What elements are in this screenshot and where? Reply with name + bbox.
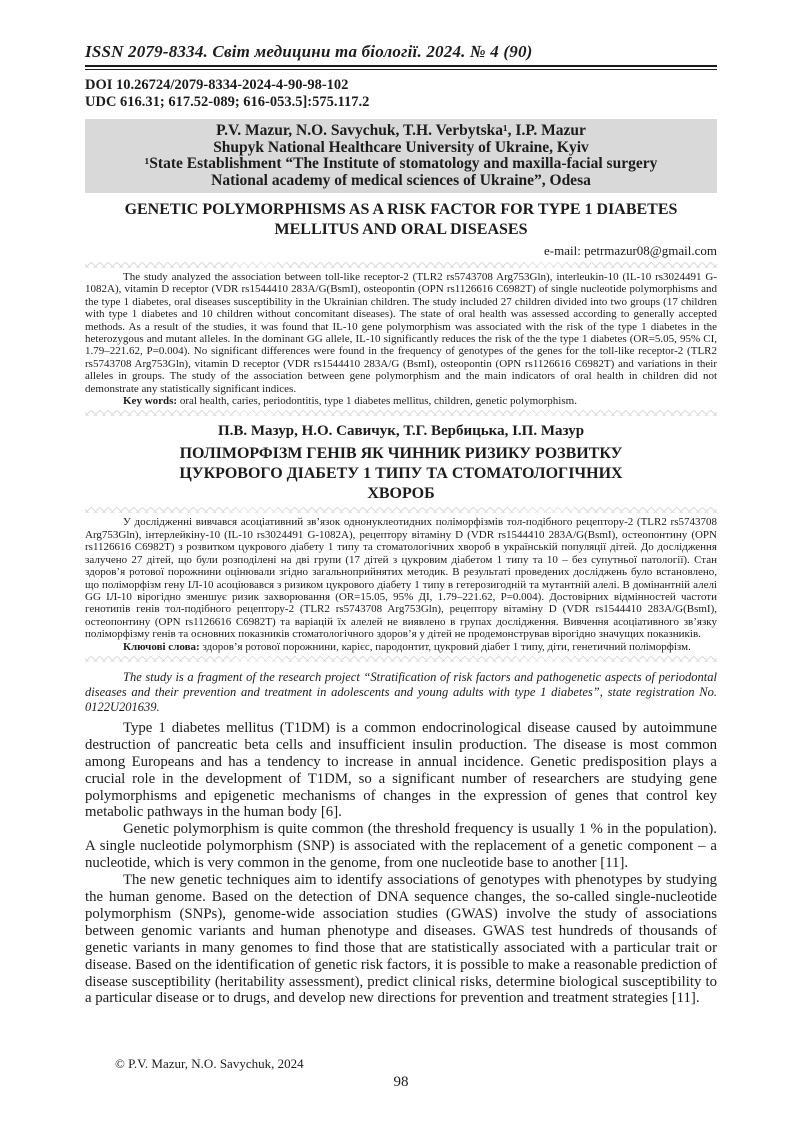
affiliation-line-1: Shupyk National Healthcare University of Ukraine, Kyiv bbox=[213, 138, 589, 156]
header-double-rule bbox=[85, 65, 717, 70]
zigzag-divider bbox=[85, 410, 717, 416]
udc-line: UDC 616.31; 617.52-089; 616-053.5]:575.117.2 bbox=[85, 94, 370, 110]
body-paragraph-2: Genetic polymorphism is quite common (the threshold frequency is usually 1 % in the population). A single nucleotide polymorphism (SNP) is associated with the replacement of a genetic component – a nucleotide, which is very common in the genome, from one nucleotide base to another [11]. bbox=[85, 821, 717, 872]
copyright-line: © P.V. Mazur, N.O. Savychuk, 2024 bbox=[115, 1056, 304, 1071]
article-title-en: GENETIC POLYMORPHISMS AS A RISK FACTOR FOR TYPE 1 DIABETES MELLITUS AND ORAL DISEASES bbox=[124, 201, 678, 238]
flex-spacer bbox=[85, 1007, 717, 1056]
article-identifiers bbox=[85, 77, 717, 111]
abstract-en: The study analyzed the association between toll-like receptor-2 (TLR2 rs5743708 Arg753Gln), interleukin-10 (IL-10 rs3024491 G-1082A), vitamin D receptor (VDR rs1544410 283A/G(BsmI), osteopontin (OPN rs1126616 C6982T) of single nucleotide polymorphisms and the type 1 diabetes, oral diseases susceptibility in the Ukrainian children. The study included 27 children divided into two groups (17 children with type 1 diabetes and 10 children without concomitant diseases). The state of oral health was assessed according to generally accepted methods. As a result of the studies, it was found that IL-10 gene polymorphism was associated with the risk of the type 1 diabetes in the heterozygous and mutant alleles. In the dominant GG allele, IL-10 significantly reduces the risk of the the type 1 diabetes (OR=5.05, 95% CI, 1.79–221.62, P=0.004). No significant differences were found in the frequency of genotypes of the genes for the toll-like receptor-2 (TLR2 rs5743708 Arg753Gln), vitamin D receptor (VDR rs1544410 283A/G (BsmI), osteopontin (OPN rs1126616 C6982T) and variations in their alleles in groups. The study of the association between gene polymorphism and the main indicators of oral health in children did not demonstrate any statistically significant indices. bbox=[85, 271, 717, 395]
research-project-note: The study is a fragment of the research project “Stratification of risk factors and pathogenetic aspects of periodontal diseases and their prevention and treatment in adolescents and young adults with type 1 diabetes”, state registration No. 0122U201639. bbox=[85, 669, 717, 714]
affiliation-line-2: ¹State Establishment “The Institute of stomatology and maxilla-facial surgery bbox=[144, 155, 658, 172]
body-paragraph-1: Type 1 diabetes mellitus (T1DM) is a common endocrinological disease caused by autoimmune destruction of pancreatic beta cells and insufficient insulin production. The disease is most common among Europeans and has a tendency to increase in annual incidence. Genetic predisposition plays a crucial role in the development of T1DM, so a significant number of researchers are studying gene polymorphisms and epigenetic mechanisms of changes in the expression of genes that control key metabolic pathways in the human body [6]. bbox=[85, 719, 717, 821]
keywords-ua bbox=[85, 641, 717, 653]
issn-header: ISSN 2079-8334. Світ медицини та біології. 2024. № 4 (90) bbox=[85, 42, 533, 61]
doi-line: DOI 10.26724/2079-8334-2024-4-90-98-102 bbox=[85, 77, 349, 93]
article-title-ua: ПОЛІМОРФІЗМ ГЕНІВ ЯК ЧИННИК РИЗИКУ РОЗВИТКУ ЦУКРОВОГО ДІАБЕТУ 1 ТИПУ ТА СТОМАТОЛОГІЧНИХ ХВОРОБ bbox=[179, 445, 623, 503]
article-body bbox=[85, 720, 717, 1007]
keywords-en-label: Key words: bbox=[123, 395, 178, 408]
page-number: 98 bbox=[393, 1074, 409, 1090]
authors-line-ua: П.В. Мазур, Н.О. Савичук, Т.Г. Вербицька, І.П. Мазур bbox=[217, 423, 585, 440]
keywords-en bbox=[85, 395, 717, 407]
keywords-ua-label: Ключові слова: bbox=[123, 640, 200, 653]
affiliation-line-3: National academy of medical sciences of Ukraine”, Odesa bbox=[211, 171, 591, 189]
abstract-ua: У дослідженні вивчався асоціативний зв’язок однонуклеотидних поліморфізмів тол-подібного рецептору-2 (TLR2 rs5743708 Arg753Gln), інтерлейкіну-10 (IL-10 rs3024491 G-1082A), рецептору вітаміну D (VDR rs1544410 283A/G(BsmI), остеопонтину (OPN rs1126616 C6982T) з розвитком цукрового діабету 1 типу та стоматологічних хвороб в українській популяції дітей. До дослідження залучено 27 дітей, що були розподілені на дві групи (17 дітей з цукровим діабетом 1 типу та 10 – без супутньої патології). Стан здоров’я ротової порожнини оцінювали згідно загальноприйнятих методик. В результаті проведених досліджень було встановлено, що поліморфізм гену ІЛ-10 асоціювався з ризиком цукрового діабету 1 типу в гетерозигодній та мутантній алелі. В домінантній алелі GG ІЛ-10 вірогідно зменшує ризик захворювання (OR=15.05, 95% ДІ, 1.79–221.62, P=0.004). Достовірних відмінностей частоти генотипів генів тол-подібного рецептору-2 (TLR2 rs5743708 Arg753Gln), рецептору вітаміну D (VDR rs1544410 283A/G(BsmI), остеопонтину (OPN rs1126616 C6982T) та варіацій їх алелей не виявлено в групах дослідження. Вивчення асоціативного зв’язку поліморфізму генів та основних показників стоматологічного здоров’я у дітей не продемонстрував вірогідно значущих показників. bbox=[85, 516, 717, 641]
zigzag-divider bbox=[85, 656, 717, 662]
zigzag-divider bbox=[85, 507, 717, 513]
email-line: e-mail: petrmazur08@gmail.com bbox=[544, 243, 717, 258]
zigzag-divider bbox=[85, 262, 717, 268]
authors-affiliation-block bbox=[85, 119, 717, 193]
authors-line: P.V. Mazur, N.O. Savychuk, T.H. Verbytska¹, I.P. Mazur bbox=[216, 122, 586, 139]
body-paragraph-3: The new genetic techniques aim to identify associations of genotypes with phenotypes by studying the human genome. Based on the detection of DNA sequence changes, the so-called single-nucleotide polymorphism (SNPs), genome-wide association studies (GWAS) involve the study of associations between genomic variants and human phenotype and diseases. GWAS test hundreds of thousands of genetic variants in many genomes to find those that are statistically associated with a particular trait or disease. Based on the identification of genetic risk factors, it is possible to make a reasonable prediction of disease susceptibility (heritability assessment), predict clinical risks, determine biological susceptibility to a particular disease or to drugs, and develop new directions for prevention and treatment strategies [11]. bbox=[85, 872, 717, 1007]
keywords-ua-text: здоров’я ротової порожнини, карієс, пародонтит, цукровий діабет 1 типу, діти, генетичний поліморфізм. bbox=[199, 640, 691, 653]
keywords-en-text: oral health, caries, periodontitis, type 1 diabetes mellitus, children, genetic polymorphism. bbox=[177, 395, 577, 408]
